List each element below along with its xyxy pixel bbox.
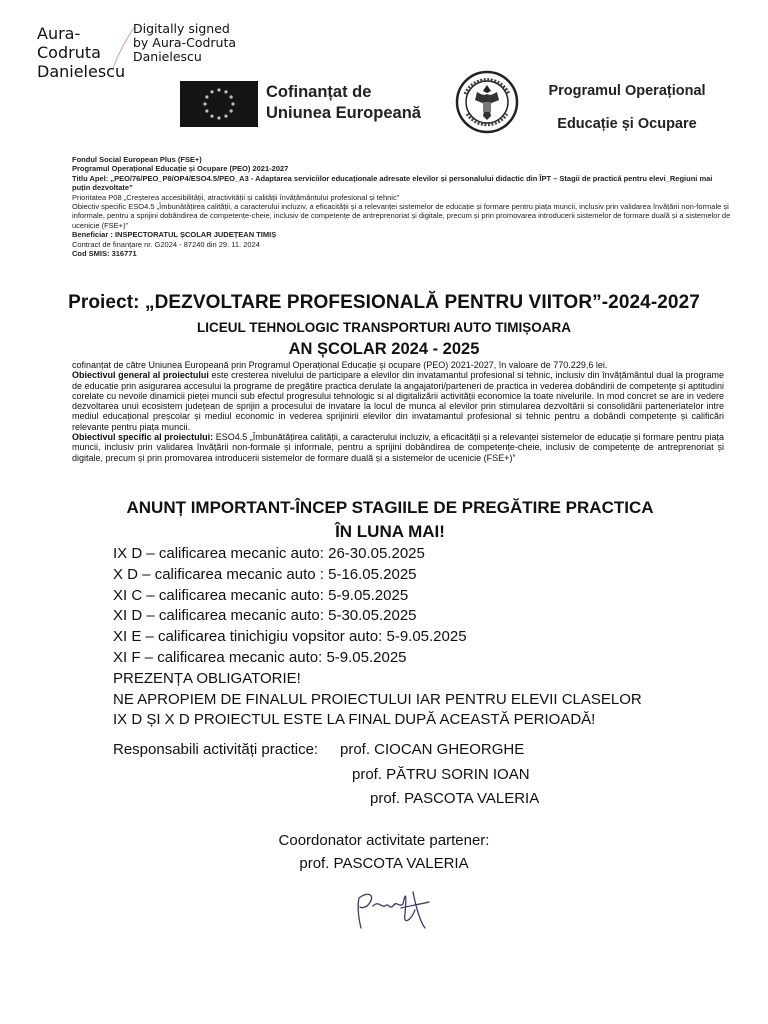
eu-flag-icon — [180, 81, 258, 127]
schedule-row: XI D – calificarea mecanic auto: 5-30.05.2025 — [113, 607, 417, 625]
coordinator-label: Coordonator activitate partener: — [278, 832, 490, 849]
digital-signature-text: Digitally signed by Aura-Codruta Danielescu — [133, 21, 237, 64]
announcement-heading: ANUNȚ IMPORTANT-ÎNCEP STAGIILE DE PREGĂTIRE PRACTICA ÎN LUNA MAI! — [126, 498, 654, 541]
specific-objective: Obiectivul specific al proiectului: ESO4.5 „Îmbunătățirea calității, a caracterului incluziv, a eficacității și a relevanței sistemelor de educație și formare pentru piața muncii, inclusiv prin validarea învățării non-formale și informale, pentru a sprijini dobândirea de competențe-cheie, inclusiv de competențe de antreprenoriat și digitale, precum și prin promovarea introducerii sistemelor de formare duală și a sistemelor de ucenicie (FSE+)” — [72, 432, 724, 463]
project-info-block — [72, 155, 732, 258]
info-line: Titlu Apel: „PEO/76/PEO_P8/OP4/ESO4.5/PEO_A3 - Adaptarea serviciilor educaționale adresate elevilor și personalului didactic din ÎPT – Stagii de practică pentru elevi_Regiuni mai puțin dezvoltate” — [72, 173, 713, 193]
info-line: Fondul Social European Plus (FSE+) — [72, 155, 202, 164]
info-line: Contract de finanțare nr. G2024 - 87240 din 29. 11. 2024 — [72, 239, 260, 249]
eu-star-icon — [224, 115, 227, 118]
practice-schedule — [113, 544, 642, 731]
schedule-row: XI F – calificarea mecanic auto: 5-9.05.2025 — [113, 648, 407, 666]
school-name: LICEUL TEHNOLOGIC TRANSPORTURI AUTO TIMIȘOARA — [197, 320, 571, 335]
eu-star-icon — [203, 102, 206, 105]
eu-star-icon — [217, 116, 220, 119]
eu-star-icon — [210, 90, 213, 93]
eu-star-icon — [230, 95, 233, 98]
program-title: Programul Operațional Educație și Ocupare — [548, 83, 706, 132]
digital-signature-name: Aura-Codruta Danielescu — [37, 24, 126, 81]
eu-cofinance-text: Cofinanțat de Uniunea Europeană — [266, 83, 421, 122]
cofinance-line: cofinanțat de către Uniunea Europeană prin Programul Operațional Educație și ocupare (PEO) 2021-2027, în valoare de 770.229,6 lei. — [72, 360, 608, 370]
school-year: AN ȘCOLAR 2024 - 2025 — [288, 340, 480, 358]
project-description — [72, 360, 724, 463]
coordinator-name: prof. PASCOTA VALERIA — [299, 855, 469, 872]
schedule-row: XI C – calificarea mecanic auto: 5-9.05.2025 — [113, 586, 409, 604]
schedule-row: XI E – calificarea tinichigiu vopsitor auto: 5-9.05.2025 — [113, 628, 467, 646]
info-line: Programul Operațional Educație și Ocupare (PEO) 2021-2027 — [72, 164, 289, 174]
schedule-row: X D – calificarea mecanic auto : 5-16.05.2025 — [113, 565, 417, 583]
responsible-label: Responsabili activități practice: — [113, 741, 319, 758]
government-seal-icon — [455, 70, 519, 134]
general-objective: Obiectivul general al proiectului este cresterea nivelului de participare a elevilor din invatamantul profesional si tehnic, inclusiv din învățământul dual la programe de educatie prin asigurarea accesului la programe de pregătire practica derulate la angajatori/parteneri de practica in vederea dobândirii de competențe și aptitudini corelate cu nevoile dinamicii pieței muncii sub efectul progresului tehnologic si al digitalizării activității economice la toate nivelurile. In mod concret se are in vedere dezvoltarea unui ecosistem județean de sprijin a procesului de invatare la locul de munca al elevilor prin stimularea dezvoltării si consolidării parteneriatelor intre mediul educațional preșcolar și mediul economic in vederea sprijinirii elevilor din invatamantul profesional si tehnic pentru a dobândi competențe și calificări relevante pentru piața muncii. — [72, 370, 724, 432]
info-line: Prioritatea P08 „Creșterea accesibilității, atractivității și calității învățământului profesional și tehnic” — [72, 192, 400, 202]
project-title: Proiect: „DEZVOLTARE PROFESIONALĂ PENTRU VIITOR”-2024-2027 — [68, 292, 700, 313]
eu-star-icon — [224, 90, 227, 93]
eu-star-icon — [230, 109, 233, 112]
project-end-notice: NE APROPIEM DE FINALUL PROIECTULUI IAR PENTRU ELEVII CLASELOR — [113, 690, 642, 708]
eu-star-icon — [205, 95, 208, 98]
responsible-name: prof. CIOCAN GHEORGHE — [340, 741, 525, 758]
info-line: Cod SMIS: 316771 — [72, 249, 137, 259]
responsible-name: prof. PĂTRU SORIN IOAN — [352, 766, 530, 783]
eu-star-icon — [210, 115, 213, 118]
info-line: Obiectiv specific ESO4.5 „Îmbunătățirea calității, a caracterului incluziv, a eficacității și a relevanței sistemelor de educație și formare pentru piața muncii, inclusiv prin validarea învățării non-formale și informale, pentru a sprijini dobândirea de competențe-cheie, inclusiv de competențe de antreprenoriat și digitale, precum și prin promovarea introducerii sistemelor de formare duală și a sistemelor de ucenicie (FSE+)” — [72, 202, 731, 230]
handwritten-signature — [345, 880, 455, 935]
eu-star-icon — [231, 102, 234, 105]
eu-star-icon — [205, 109, 208, 112]
schedule-row: IX D – calificarea mecanic auto: 26-30.05.2025 — [113, 545, 425, 562]
eu-star-icon — [217, 88, 220, 91]
responsible-name: prof. PASCOTA VALERIA — [370, 790, 540, 807]
attendance-notice: PREZENȚA OBLIGATORIE! — [113, 669, 301, 687]
info-line: Beneficiar : INSPECTORATUL ȘCOLAR JUDEȚEAN TIMIȘ — [72, 230, 277, 240]
project-end-notice-classes: IX D ȘI X D PROIECTUL ESTE LA FINAL DUPĂ ACEASTĂ PERIOADĂ! — [113, 711, 596, 729]
